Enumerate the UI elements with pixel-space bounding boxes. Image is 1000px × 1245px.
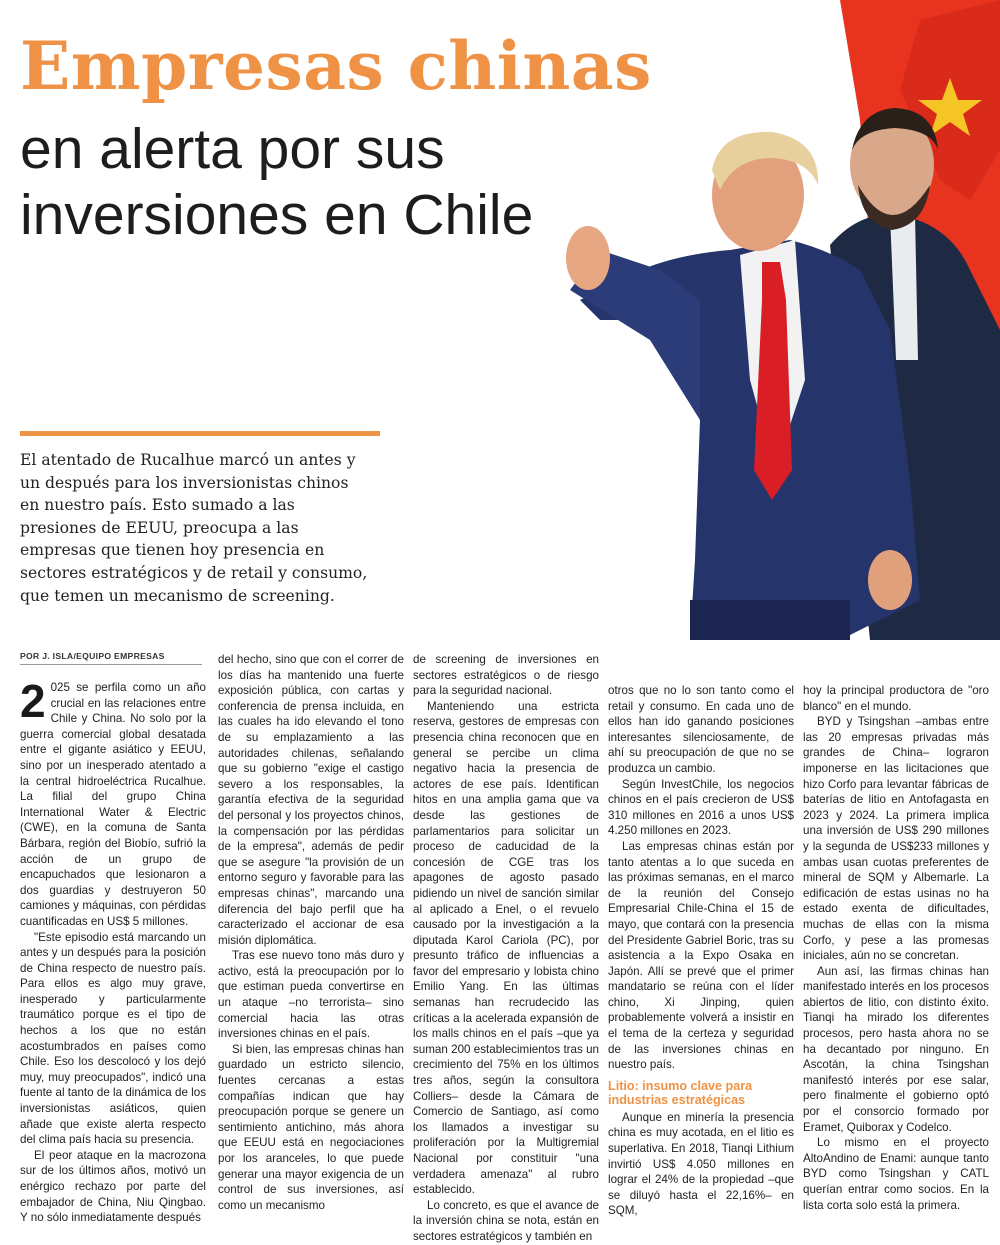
byline: POR J. ISLA/EQUIPO EMPRESAS: [20, 651, 202, 665]
article-column-3: [413, 652, 599, 1245]
article-paragraph: Tras ese nuevo tono más duro y activo, está la preocupación por lo que estiman pueda convertirse en un ataque –no terrorista– sino comercial hacia las otras inversiones chinas en el país.: [218, 949, 404, 1041]
headline-main: Empresas chinas: [20, 27, 652, 105]
article-paragraph: Las empresas chinas están por tanto atentas a lo que suceda en las próximas semanas, en el marco de la reunión del Consejo Empresarial Chile-China el 15 de mayo, que contará con la presencia del Presidente Gabriel Boric, tras su asistencia a la Expo Osaka en Japón. Allí se prevé que el primer mandatario se reúna con el líder chino, Xi Jinping, quien probablemente volverá a insistir en el tema de la certeza y seguridad de las inversiones chinas en nuestro país.: [608, 839, 794, 1072]
lead-rule: [20, 431, 380, 436]
article-column-2: [218, 652, 404, 1213]
article-paragraph: Si bien, las empresas chinas han guardado un estricto silencio, fuentes cercanas a estas compañías indican que hay preocupación porque se genere un sentimiento antichino, más ahora que EEUU está en negociaciones por los aranceles, lo que puede generar una mayor exigencia de un control de sus inversiones, así como un mecanismo: [218, 1042, 404, 1212]
article-paragraph: "Este episodio está marcando un antes y un después para la posición de China respecto de nuestro país. Para ellos es algo muy grave, inesperado y particularmente traumático porque es el tipo de hechos a los que no están acostumbrados en países como Chile. Eso los descolocó y los dejó muy, muy preocupados", indicó una fuente al tanto de la dinámica de los inversionistas asiáticos, quien añade que existe alerta respecto del clima país hacia su presencia.: [20, 930, 206, 1147]
article-paragraph: hoy la principal productora de "oro blanco" en el mundo.: [803, 684, 989, 713]
article-paragraph: Lo concreto, es que el avance de la inversión china se nota, están en sectores estratégicos y también en: [413, 1198, 599, 1243]
article-paragraph: Según InvestChile, los negocios chinos en el país crecieron de US$ 310 millones en 2016 a unos US$ 4.250 millones en 2023.: [608, 777, 794, 838]
section-subhead: Litio: insumo clave para industrias estratégicas: [608, 1078, 753, 1107]
article-column-4: [608, 683, 794, 1219]
cover-photo: [540, 0, 1000, 640]
article-column-5: [803, 683, 989, 1213]
article-paragraph: Aun así, las firmas chinas han manifestado interés en los procesos abiertos de litio, con distinto éxito. Tianqi ha mirado los diferentes procesos, pero hasta ahora no se ha decantado por ninguno. En Ascotán, la china Tsingshan manifestó interés por ese salar, pero finalmente el gobierno optó por el consorcio formado por Eramet, Quiborax y Codelco.: [803, 964, 989, 1134]
article-paragraph: Aunque en minería la presencia china es muy acotada, en el litio es superlativa. En 2018, Tianqi Lithium invirtió US$ 4.050 millones en lograr el 24% de la propiedad –que se diluyó hasta el 22,16%– en SQM,: [608, 1110, 794, 1218]
article-paragraph: BYD y Tsingshan –ambas entre las 20 empresas privadas más grandes de China– lograron imponerse en las licitaciones que hizo Corfo para levantar fábricas de baterías de litio en Antofagasta en 2023 y 2024. La primera implica una inversión de US$ 290 millones y la segunda de US$233 millones y ambas usan cuotas preferentes de mineral de SQM y Albemarle. La edificación de estas usinas no ha estado exenta de dificultades, muchas de ellas con la misma Corfo, y pese a las promesas iniciales, aún no se concretan.: [803, 715, 989, 963]
article-paragraph: de screening de inversiones en sectores estratégicos o de riesgo para la seguridad nacional.: [413, 653, 599, 698]
article-paragraph: Lo mismo en el proyecto AltoAndino de Enami: aunque tanto BYD como Tsingshan y CATL querían entrar como socios. En la lista corta solo está la primera.: [803, 1136, 989, 1212]
article-paragraph: del hecho, sino que con el correr de los días ha mantenido una fuerte exposición pública, con cartas y conferencia de prensa incluida, en las cuales ha ido elevando el tono de su emplazamiento a las autoridades chilenas, señalando que su gobierno "exige el castigo severo a los responsables, la garantía efectiva de la seguridad del personal y los proyectos chinos, la compensación por las pérdidas de la empresa", además de pedir que se asegure "la provisión de un entorno seguro y favorable para las empresas chinas", marcando una diferencia del bajo perfil que ha caracterizado el accionar de esa misión diplomática.: [218, 653, 404, 947]
lead-paragraph: El atentado de Rucalhue marcó un antes y un después para los inversionistas chinos en nuestro país. Esto sumado a las presiones de EEUU, preocupa a las empresas que tienen hoy presencia en sectores estratégicos y de retail y consumo, que temen un mecanismo de screening.: [20, 451, 368, 605]
article-paragraph: otros que no lo son tanto como el retail y consumo. En cada uno de ellos han ido ganando posiciones interesantes silenciosamente, de ahí su preocupación de que no se produzca un cambio.: [608, 684, 794, 775]
article-paragraph: El peor ataque en la macrozona sur de los últimos años, motivó un enérgico rechazo por parte del embajador de China, Niu Qingbao. Y no sólo inmediatamente después: [20, 1148, 206, 1225]
article-paragraph: Manteniendo una estricta reserva, gestores de empresas con presencia china reconocen que en general se percibe un clima negativo hacia la presencia de actores de ese país. Identifican hitos en una amplia gama que va desde las gestiones de parlamentarios para solicitar un proceso de caducidad de la concesión de CGE tras los apagones de agosto pasado pidiendo un nivel de sanción similar al aplicado a Enel, o el revuelo causado por la investigación a la diputada Karol Cariola (PC), por presunto tráfico de influencias a favor del empresario y lobista chino Emilio Yang. En las últimas semanas han recrudecido las críticas a la acelerada expansión de los malls chinos en el país –que ya suman 200 establecimientos tras un crecimiento del 75% en los últimos tres años, según la consultora Colliers– desde la Cámara de Comercio de Santiago, así como los llamados a investigar su proliferación por la Multigremial Nacional por constituir "una verdadera amenaza" al rubro establecido.: [413, 699, 599, 1197]
headline-sub: en alerta por sus inversiones en Chile: [20, 117, 534, 247]
article-paragraph: 2 025 se perfila como un año crucial en las relaciones entre Chile y China. No solo por la guerra comercial global desatada entre el gigante asiático y EEUU, sino por un inesperado atentado a la central hidroeléctrica Rucalhue. La filial del grupo China International Water & Electric (CWE), en la comuna de Santa Bárbara, región del Biobío, sufrió la acción de un grupo de encapuchados que lesionaron a dos guardias y destruyeron 50 camiones y máquinas, con pérdidas cuantificadas en US$ 5 millones.: [20, 675, 206, 928]
article-column-1: [20, 675, 206, 1226]
dropcap: 2: [20, 675, 46, 727]
